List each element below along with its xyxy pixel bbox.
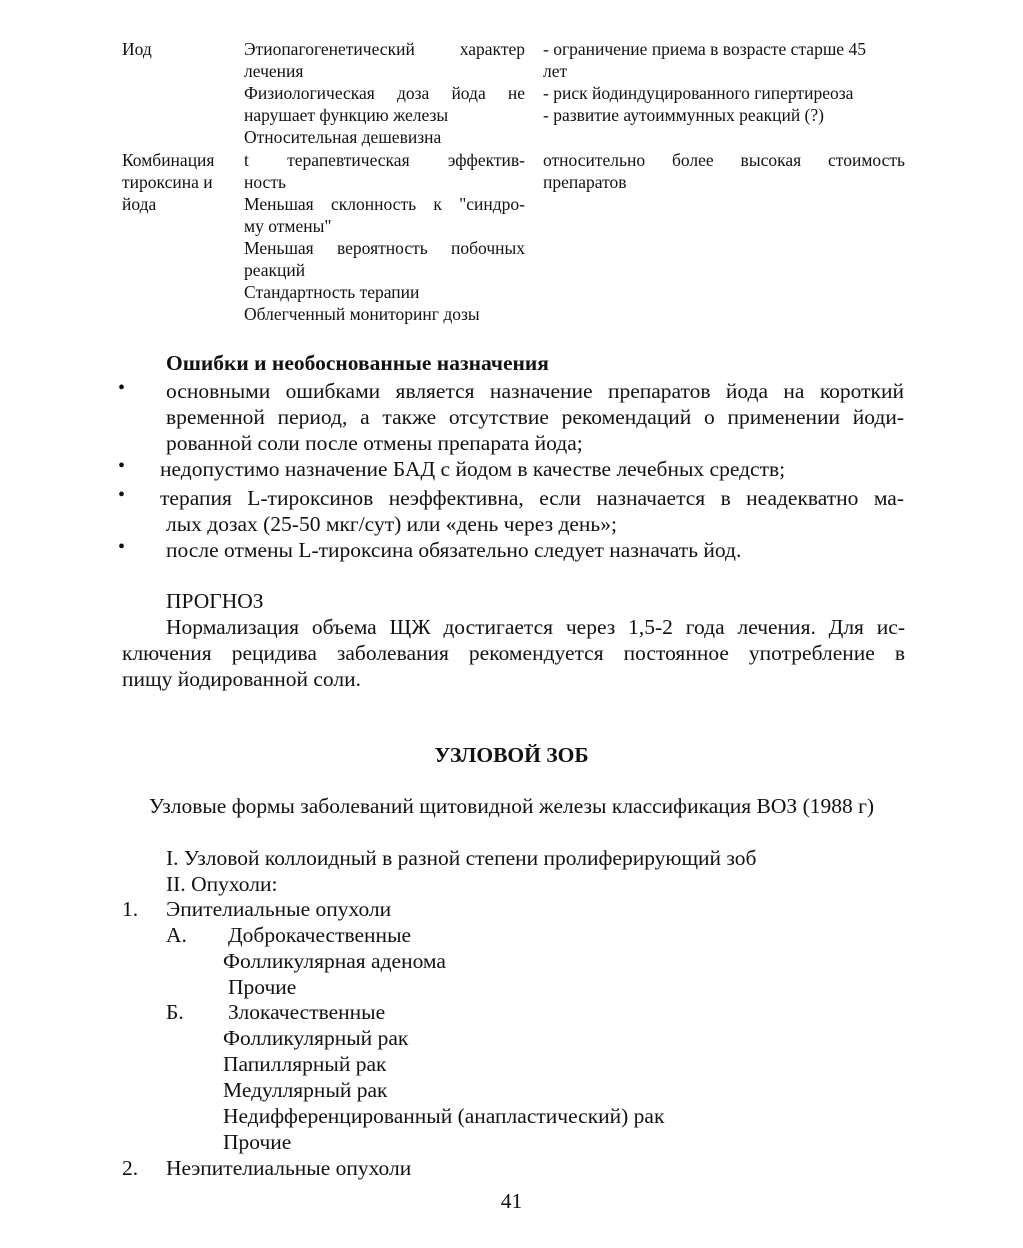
cell-text: му отмены" [244,216,332,236]
cell-text: - ограничение приема в возрасте старше 45 [543,39,866,59]
drug-cell [122,149,232,215]
cell-text: Стандартность терапии [244,282,420,302]
cell-text: нарушает функцию железы [244,105,449,125]
cell-text: ность [244,172,286,192]
cell-text: Этиопагогенетический характер [244,39,525,59]
bullet-line: недопустимо назначение БАД с йодом в качестве лечебных средств; [160,457,786,481]
cell-text: Иод [122,39,152,59]
list-item-label: Злокачественные [228,1000,386,1024]
list-item-label: Эпителиальные опухоли [166,897,392,921]
list-subitem: Недифференцированный (анапластический) рак [223,1104,665,1128]
list-subitem: Прочие [223,1130,292,1154]
cell-text: Комбинация [122,150,215,170]
bullet-line: временной период, а также отсутствие рекомендаций о применении йоди- [166,405,904,429]
bullet-item [160,456,785,482]
cell-text: Физиологическая доза йода не [244,83,525,103]
cell-text: - риск йодиндуцированного гипертиреоза [543,83,854,103]
bullet-item [160,485,904,537]
paragraph-line: Нормализация объема ЩЖ достигается через 1,5-2 года лечения. Для ис- [166,615,905,639]
cell-text: препаратов [543,172,627,192]
list-subitem: Прочие [228,975,297,999]
page-number: 41 [500,1189,523,1213]
cell-text: лет [543,61,568,81]
cell-text: Меньшая склонность к "синдро- [244,194,525,214]
bullet-item [166,378,904,456]
bullet-icon: • [118,536,126,558]
list-number: 1. [122,897,139,921]
bullet-line: после отмены L-тироксина обязательно следует назначать йод. [166,538,742,562]
section-subtitle: Узловые формы заболеваний щитовидной железы классификация ВОЗ (1988 г) [148,794,875,818]
cell-text: - развитие аутоиммунных реакций (?) [543,105,824,125]
cell-text: Относительная дешевизна [244,127,442,147]
section-title: УЗЛОВОЙ ЗОБ [434,743,589,767]
bullet-icon: • [118,455,126,477]
list-subitem: Фолликулярный рак [223,1026,409,1050]
list-number: 2. [122,1156,139,1180]
bullet-item [166,537,741,563]
classification-roman-1: I. Узловой коллоидный в разной степени пролиферирующий зоб [166,846,757,870]
cell-text: относительно более высокая стоимость [543,150,905,170]
bullet-icon: • [118,377,126,399]
prognosis-paragraph [122,614,905,692]
list-item-label: Неэпителиальные опухоли [166,1156,412,1180]
list-subitem: Папиллярный рак [223,1052,387,1076]
bullet-line: лых дозах (25-50 мкг/сут) или «день через день»; [166,512,617,536]
bullet-icon: • [118,484,126,506]
drug-cell [122,38,232,60]
cell-text: Меньшая вероятность побочных [244,238,525,258]
cons-cell [543,149,905,193]
list-item-label: Доброкачественные [228,923,412,947]
bullet-line: терапия L-тироксинов неэффективна, если назначается в неадекватно ма- [160,486,904,510]
pros-cell [244,149,525,325]
pros-cell [244,38,525,148]
paragraph-line: пищу йодированной соли. [122,667,361,691]
list-subitem: Фолликулярная аденома [223,949,446,973]
cell-text: реакций [244,260,306,280]
cell-text: йода [122,194,157,214]
list-letter: Б. [166,1000,184,1024]
cell-text: лечения [244,61,304,81]
prognosis-heading: ПРОГНОЗ [166,589,264,613]
errors-heading: Ошибки и необоснованные назначения [166,351,549,375]
list-subitem: Медуллярный рак [223,1078,388,1102]
cell-text: t терапевтическая эффектив- [244,150,525,170]
paragraph-line: ключения рецидива заболевания рекомендуется постоянное употребление в [122,641,905,665]
classification-roman-2: II. Опухоли: [166,872,278,896]
cell-text: тироксина и [122,172,213,192]
cell-text: Облегченный мониторинг дозы [244,304,480,324]
list-letter: А. [166,923,187,947]
bullet-line: рованной соли после отмены препарата йода; [166,431,583,455]
bullet-line: основными ошибками является назначение препаратов йода на короткий [166,379,904,403]
cons-cell [543,38,905,126]
